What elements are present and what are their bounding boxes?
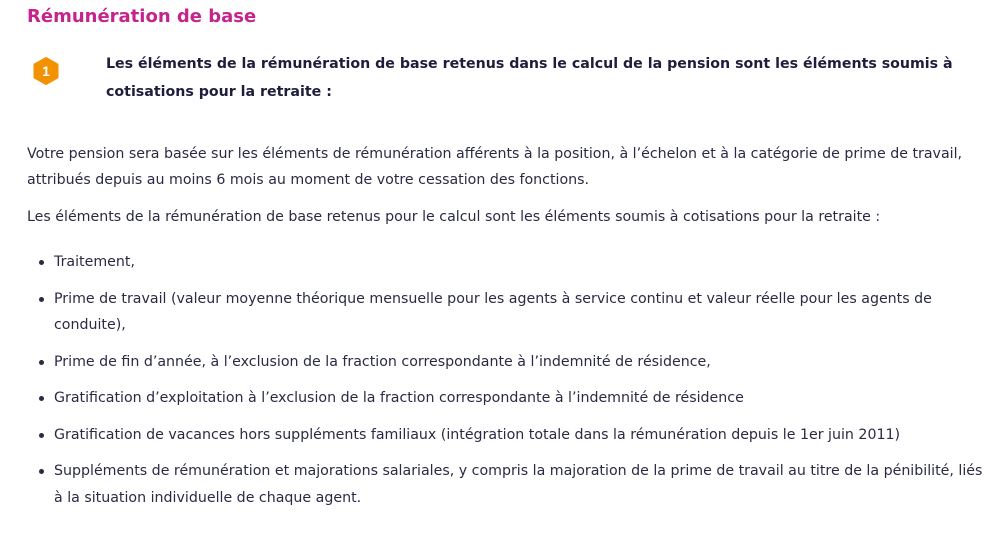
section-title: Rémunération de base	[27, 6, 257, 27]
bullet-icon	[39, 396, 44, 401]
list-item-text: Prime de travail (valeur moyenne théorique mensuelle pour les agents à service continu et valeur réelle pour les agents de conduite),	[54, 290, 932, 333]
paragraph-elements-retained: Les éléments de la rémunération de base retenus pour le calcul sont les éléments soumis à cotisations pour la retraite :	[27, 209, 881, 225]
list-item-text: Suppléments de rémunération et majorations salariales, y compris la majoration de la prime de travail au titre de la pénibilité, liés à la situation individuelle de chaque agent.	[54, 463, 983, 506]
list-item	[27, 422, 987, 449]
list-item-text: Gratification d’exploitation à l’exclusion de la fraction correspondante à l’indemnité de résidence	[54, 390, 744, 406]
bullet-icon	[39, 433, 44, 438]
step-number: 1	[42, 63, 50, 79]
remuneration-elements-list	[27, 249, 987, 521]
list-item	[27, 249, 987, 276]
intro-text: Les éléments de la rémunération de base retenus dans le calcul de la pension sont les éléments soumis à cotisations pour la retraite :	[106, 56, 953, 100]
list-item-text: Traitement,	[54, 254, 135, 270]
list-item	[27, 385, 987, 412]
bullet-icon	[39, 260, 44, 265]
list-item	[27, 349, 987, 376]
bullet-icon	[39, 360, 44, 365]
paragraph-pension-basis: Votre pension sera basée sur les éléments de rémunération afférents à la position, à l’échelon et à la catégorie de prime de travail, attribués depuis au moins 6 mois au moment de votre cessation des fonctions.	[27, 146, 963, 188]
list-item	[27, 458, 987, 511]
list-item-text: Prime de fin d’année, à l’exclusion de la fraction correspondante à l’indemnité de résidence,	[54, 353, 711, 370]
list-item-text: Gratification de vacances hors suppléments familiaux (intégration totale dans la rémunération depuis le 1er juin 2011)	[54, 426, 901, 443]
list-item	[27, 286, 987, 339]
step-number-icon	[33, 57, 59, 85]
bullet-icon	[39, 469, 44, 474]
bullet-icon	[39, 297, 44, 302]
